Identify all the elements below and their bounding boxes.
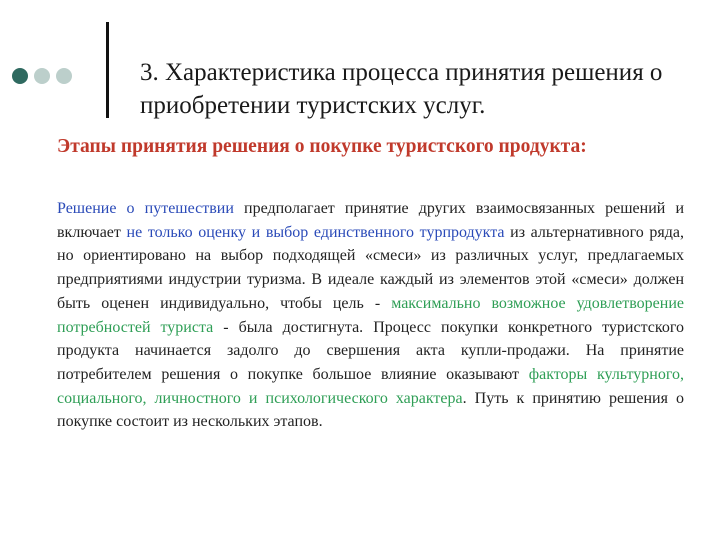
decorative-dots — [12, 68, 92, 84]
slide-subtitle: Этапы принятия решения о покупке туристского продукта: — [57, 136, 587, 157]
dot-dark — [12, 68, 28, 84]
highlighted-text: максимально возможное удовлетворение потребностей туриста — [57, 294, 685, 336]
slide-title: 3. Характеристика процесса принятия решения о приобретении туристских услуг. — [140, 59, 663, 119]
dot-light — [56, 68, 72, 84]
highlighted-text: не только оценку и выбор единственного турпродукта — [126, 223, 505, 241]
paragraph-text: из альтернативного ряда, но ориентировано на выбор подходящей «смеси» из различных услуг, предлагаемых предприятиями индустрии туризма. В идеале каждый из элементов этой «смеси» должен быть оценен индивидуально, чтобы цель - — [57, 223, 685, 312]
paragraph-text: - была достигнута. Процесс покупки конкретного туристского продукта начинается задолго до свершения акта купли-продажи. На принятие потребителем решения о покупке большое влияние оказывают — [57, 318, 685, 383]
highlighted-text: Решение о путешествии — [57, 200, 234, 217]
dot-light — [34, 68, 50, 84]
paragraph-text: . Путь к принятию решения о покупке состоит из нескольких этапов. — [57, 389, 685, 431]
title-divider — [106, 22, 109, 118]
paragraph-text: предполагает принятие других взаимосвязанных решений и включает — [57, 200, 685, 241]
body-paragraph — [57, 197, 684, 434]
highlighted-text: факторы культурного, социального, личностного и психологического характера — [57, 365, 684, 407]
